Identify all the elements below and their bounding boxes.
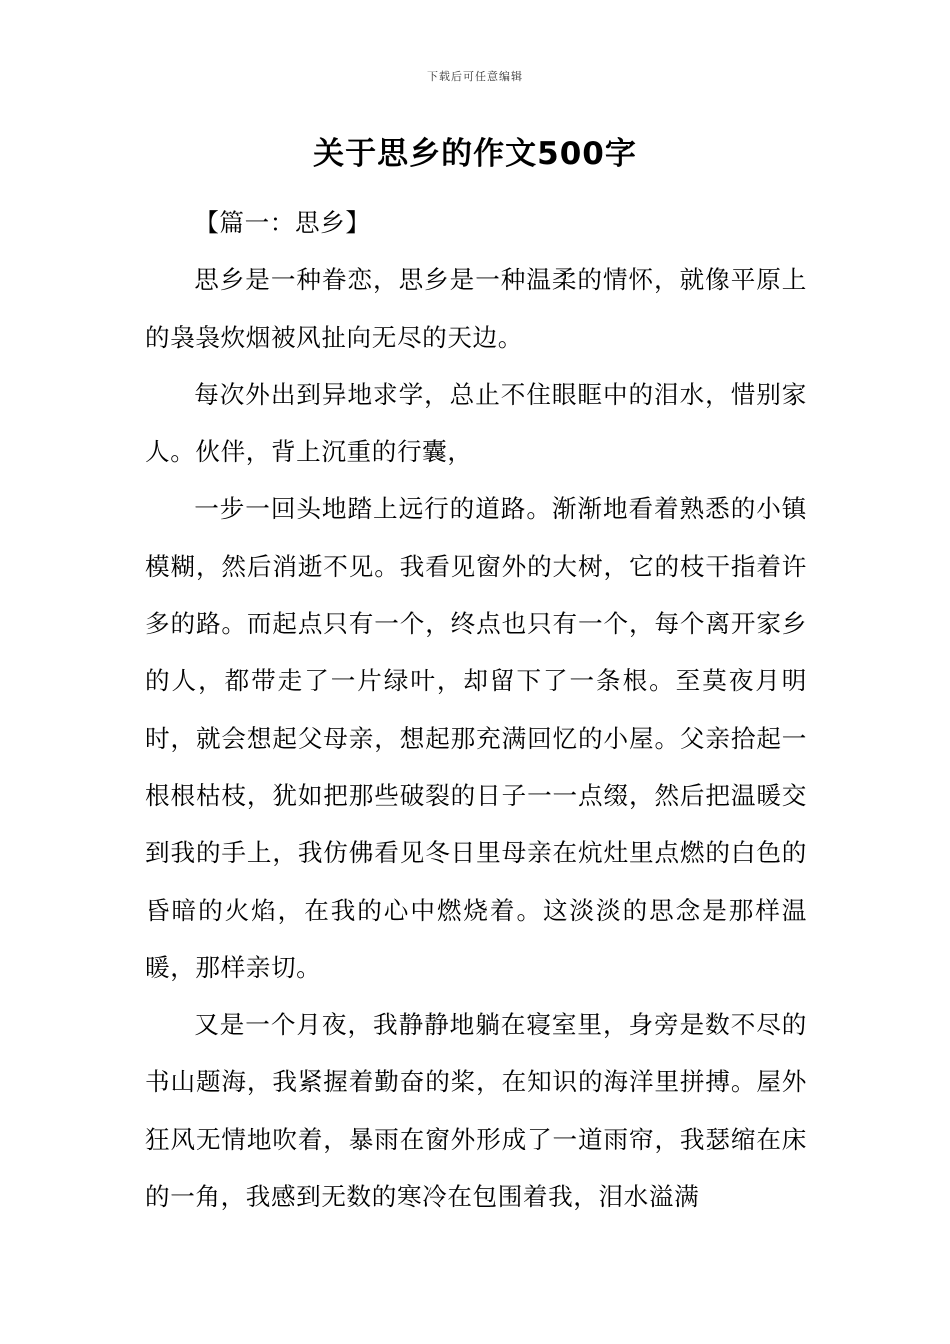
document-title: 关于思乡的作文500字 (313, 136, 637, 172)
paragraph-2: 每次外出到异地求学，总止不住眼眶中的泪水，惜别家人。伙伴，背上沉重的行囊， (145, 379, 807, 467)
header-note: 下载后可任意编辑 (427, 70, 523, 83)
paragraph-4: 又是一个月夜，我静静地躺在寝室里，身旁是数不尽的书山题海，我紧握着勤奋的桨，在知识的海洋里拼搏。屋外狂风无情地吹着，暴雨在窗外形成了一道雨帘，我瑟缩在床的一角，我感到无数的寒冷在包围着我，泪水溢满 (145, 1010, 807, 1212)
paragraph-3: 一步一回头地踏上远行的道路。渐渐地看着熟悉的小镇模糊，然后消逝不见。我看见窗外的大树，它的枝干指着许多的路。而起点只有一个，终点也只有一个，每个离开家乡的人，都带走了一片绿叶，却留下了一条根。至莫夜月明时，就会想起父母亲，想起那充满回忆的小屋。父亲拾起一根根枯枝，犹如把那些破裂的日子一一点缀，然后把温暖交到我的手上，我仿佛看见冬日里母亲在炕灶里点燃的白色的昏暗的火焰，在我的心中燃烧着。这淡淡的思念是那样温暖，那样亲切。 (145, 494, 807, 982)
section-heading: 【篇一：思乡】 (194, 208, 371, 237)
paragraph-1: 思乡是一种眷恋，思乡是一种温柔的情怀，就像平原上的袅袅炊烟被风扯向无尽的天边。 (145, 265, 807, 352)
document-body (145, 194, 807, 1225)
